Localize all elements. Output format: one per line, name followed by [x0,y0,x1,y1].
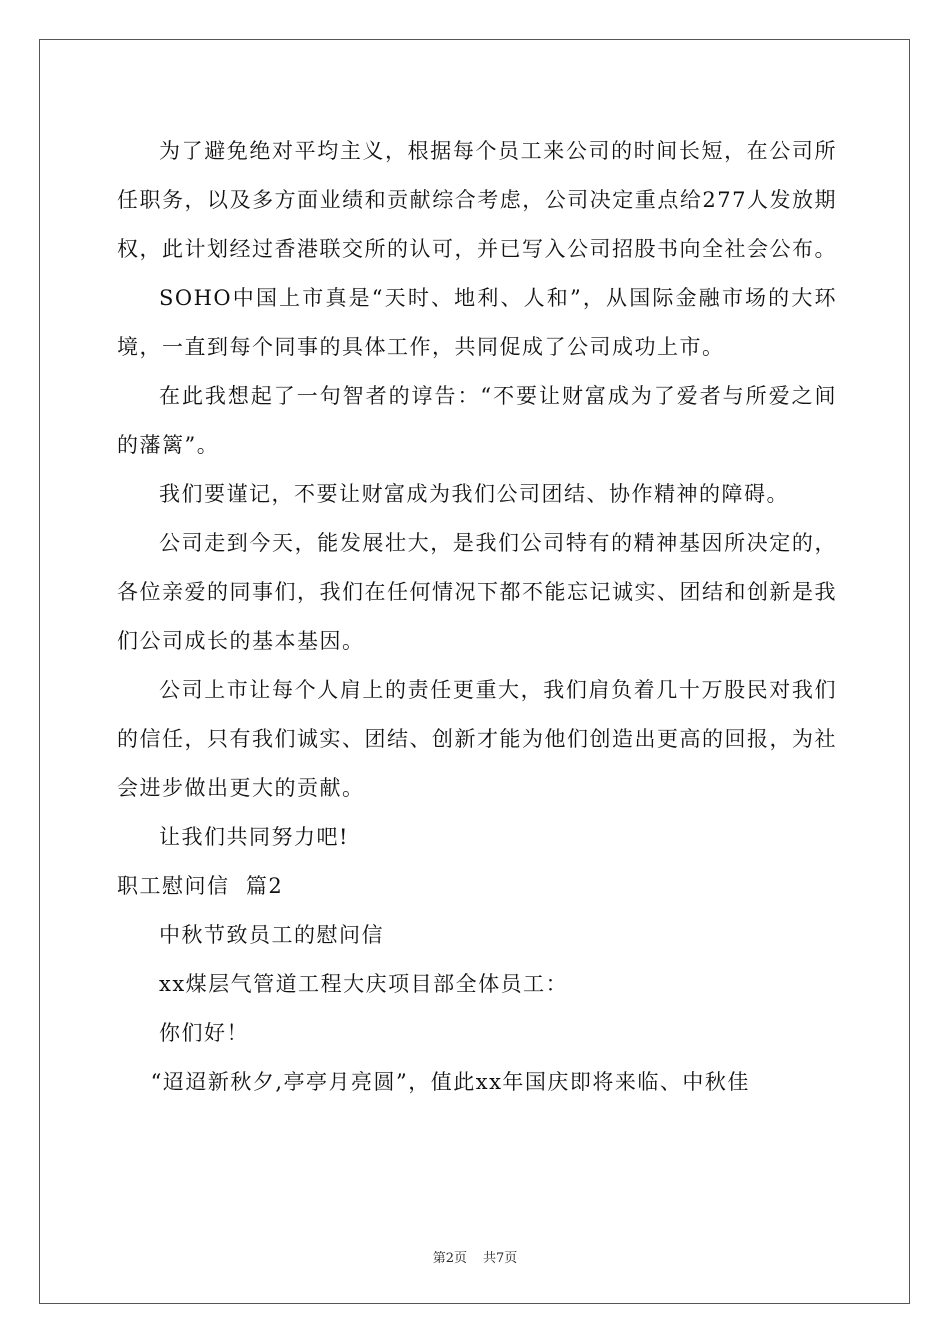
body-paragraph: 公司上市让每个人肩上的责任更重大，我们肩负着几十万股民对我们的信任，只有我们诚实、团结、创新才能为他们创造出更高的回报，为社会进步做出更大的贡献。 [117,678,837,800]
document-body [117,127,837,1107]
page-total: 共7页 [483,1251,518,1266]
page-footer [0,1247,950,1266]
body-paragraph: 我们要谨记，不要让财富成为我们公司团结、协作精神的障碍。 [159,482,789,506]
body-paragraph: 公司走到今天，能发展壮大，是我们公司特有的精神基因所决定的，各位亲爱的同事们，我们在任何情况下都不能忘记诚实、团结和创新是我们公司成长的基本基因。 [117,531,837,653]
letter-salutation: xx煤层气管道工程大庆项目部全体员工： [159,972,569,996]
body-paragraph: 在此我想起了一句智者的谆告：“不要让财富成为了爱者与所爱之间的藩篱”。 [117,384,837,457]
section-heading: 职工慰问信 篇2 [117,874,284,898]
body-paragraph: SOHO中国上市真是“天时、地利、人和”，从国际金融市场的大环境，一直到每个同事的具体工作，共同促成了公司成功上市。 [117,286,837,359]
letter-title: 中秋节致员工的慰问信 [159,923,384,947]
letter-greeting: 你们好！ [159,1021,249,1045]
letter-opening: “迢迢新秋夕,亭亭月亮圆”，值此xx年国庆即将来临、中秋佳 [150,1070,750,1094]
body-paragraph: 让我们共同努力吧! [159,825,349,849]
page-number: 第2页 [432,1251,467,1266]
body-paragraph: 为了避免绝对平均主义，根据每个员工来公司的时间长短，在公司所任职务，以及多方面业绩和贡献综合考虑，公司决定重点给277人发放期权，此计划经过香港联交所的认可，并已写入公司招股书向全社会公布。 [117,139,837,261]
